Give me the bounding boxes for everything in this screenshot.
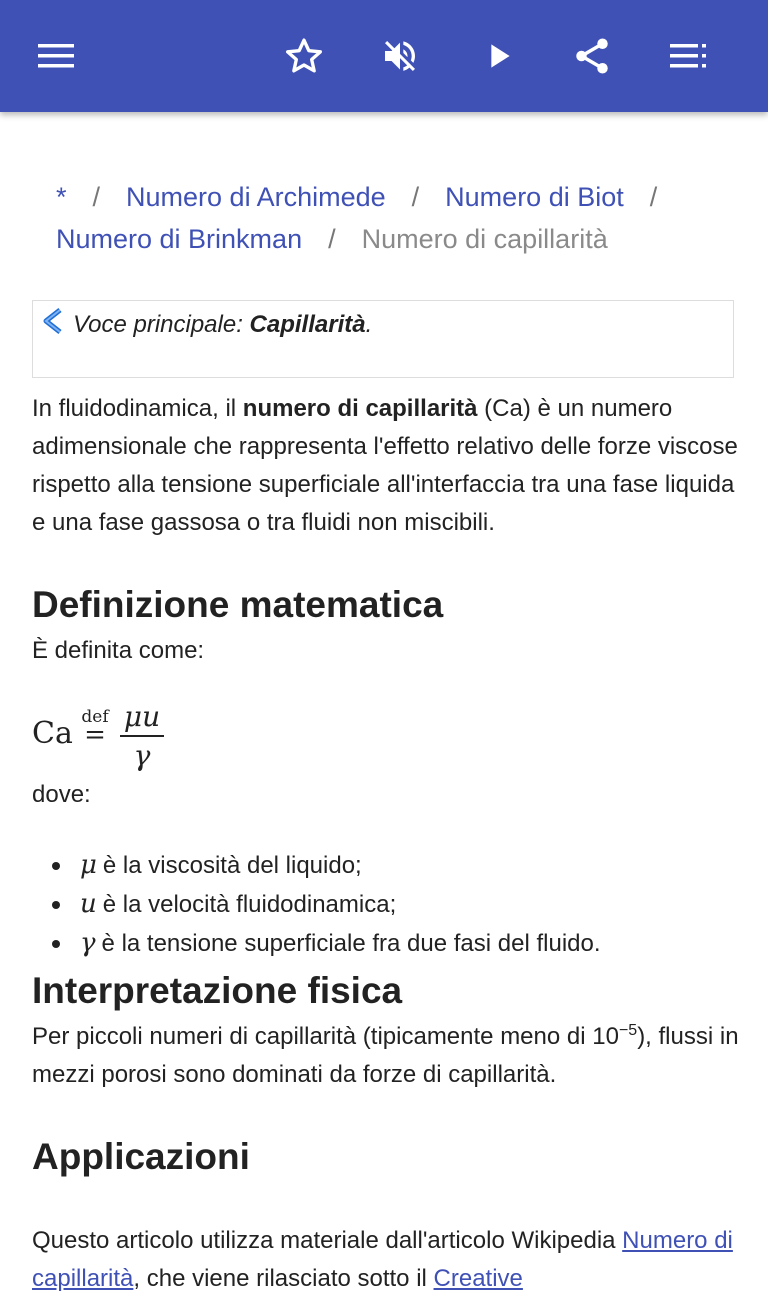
fraction-bar (120, 735, 164, 737)
play-button[interactable] (470, 28, 526, 84)
interpretation-paragraph (32, 1018, 742, 1094)
play-icon (478, 36, 518, 76)
app-bar (0, 0, 768, 112)
back-arrow-icon (41, 307, 65, 340)
heading-definizione: Definizione matematica (32, 584, 444, 625)
formula-def: def (81, 707, 109, 727)
intro-text-1: In fluidodinamica, il (32, 395, 243, 422)
where-text: dove: (32, 781, 91, 808)
list-item-text: è la viscosità del liquido; (102, 852, 362, 879)
menu-button[interactable] (28, 28, 84, 84)
bullet-dot (52, 862, 60, 870)
symbol-mu: μ (80, 850, 97, 880)
heading-applicazioni: Applicazioni (32, 1136, 250, 1177)
intro-text-2: (Ca) è un numero adimensionale che rappresenta l'effetto relativo delle forze viscose rispetto alla tensione superficiale all'interfaccia tra una fase liquida e una fase gassosa o tra fluidi non miscibili. (32, 395, 738, 536)
main-article-note (32, 300, 734, 378)
license-link[interactable]: Creative (433, 1265, 523, 1292)
breadcrumb-item-home[interactable]: * (56, 182, 67, 212)
star-outline-icon (284, 36, 324, 76)
main-article-text (73, 311, 372, 339)
breadcrumb-item-archimede[interactable]: Numero di Archimede (126, 182, 386, 212)
favorite-button[interactable] (276, 28, 332, 84)
list-item (32, 846, 742, 885)
share-icon (571, 35, 613, 77)
breadcrumb-separator: / (92, 182, 101, 212)
list-item-text: è la velocità fluidodinamica; (102, 891, 397, 918)
volume-off-icon (380, 36, 420, 76)
breadcrumb-item-biot[interactable]: Numero di Biot (445, 182, 624, 212)
formula-numerator: μu (123, 700, 161, 733)
defined-as-text: È definita come: (32, 637, 205, 664)
interpretation-text-1: Per piccoli numeri di capillarità (tipicamente meno di 10 (32, 1023, 619, 1050)
list-item (32, 885, 742, 924)
mute-button[interactable] (372, 28, 428, 84)
formula-eq: = (84, 720, 106, 750)
list-item-text: è la tensione superficiale fra due fasi del fluido. (101, 930, 601, 957)
breadcrumb-separator: / (328, 224, 336, 254)
breadcrumb-separator: / (649, 182, 658, 212)
formula-denominator: γ (133, 739, 151, 772)
list-item (32, 924, 742, 963)
license-text-1: Questo articolo utilizza materiale dall'articolo Wikipedia (32, 1227, 623, 1254)
intro-bold-term: numero di capillarità (242, 395, 478, 422)
formula-fraction (120, 700, 164, 773)
breadcrumb-item-brinkman[interactable]: Numero di Brinkman (56, 224, 303, 254)
symbol-u: u (80, 889, 97, 919)
share-button[interactable] (564, 28, 620, 84)
interpretation-text-2: ), flussi in mezzi porosi sono dominati da forze di capillarità. (32, 1023, 739, 1088)
symbol-gamma: γ (80, 928, 96, 958)
bullet-dot (52, 940, 60, 948)
license-paragraph (32, 1222, 742, 1298)
bullet-dot (52, 901, 60, 909)
main-article-link[interactable]: Capillarità (249, 311, 366, 338)
main-article-prefix: Voce principale: (73, 311, 250, 338)
heading-interpretazione: Interpretazione fisica (32, 970, 403, 1011)
toc-button[interactable] (660, 28, 716, 84)
menu-icon (36, 42, 76, 70)
main-article-suffix: . (365, 311, 373, 338)
toc-list-icon (668, 42, 708, 70)
formula-ca (32, 700, 332, 780)
breadcrumb-separator: / (411, 182, 420, 212)
intro-paragraph (32, 390, 742, 542)
breadcrumb (56, 176, 736, 260)
breadcrumb-current: Numero di capillarità (361, 224, 608, 254)
formula-defeq (78, 707, 112, 750)
variable-list (32, 846, 742, 963)
exponent: −5 (618, 1022, 638, 1039)
source-article-link[interactable]: Numero di capillarità (32, 1227, 733, 1292)
formula-lhs: Ca (32, 716, 73, 751)
license-text-2: , che viene rilasciato sotto il (133, 1265, 434, 1292)
